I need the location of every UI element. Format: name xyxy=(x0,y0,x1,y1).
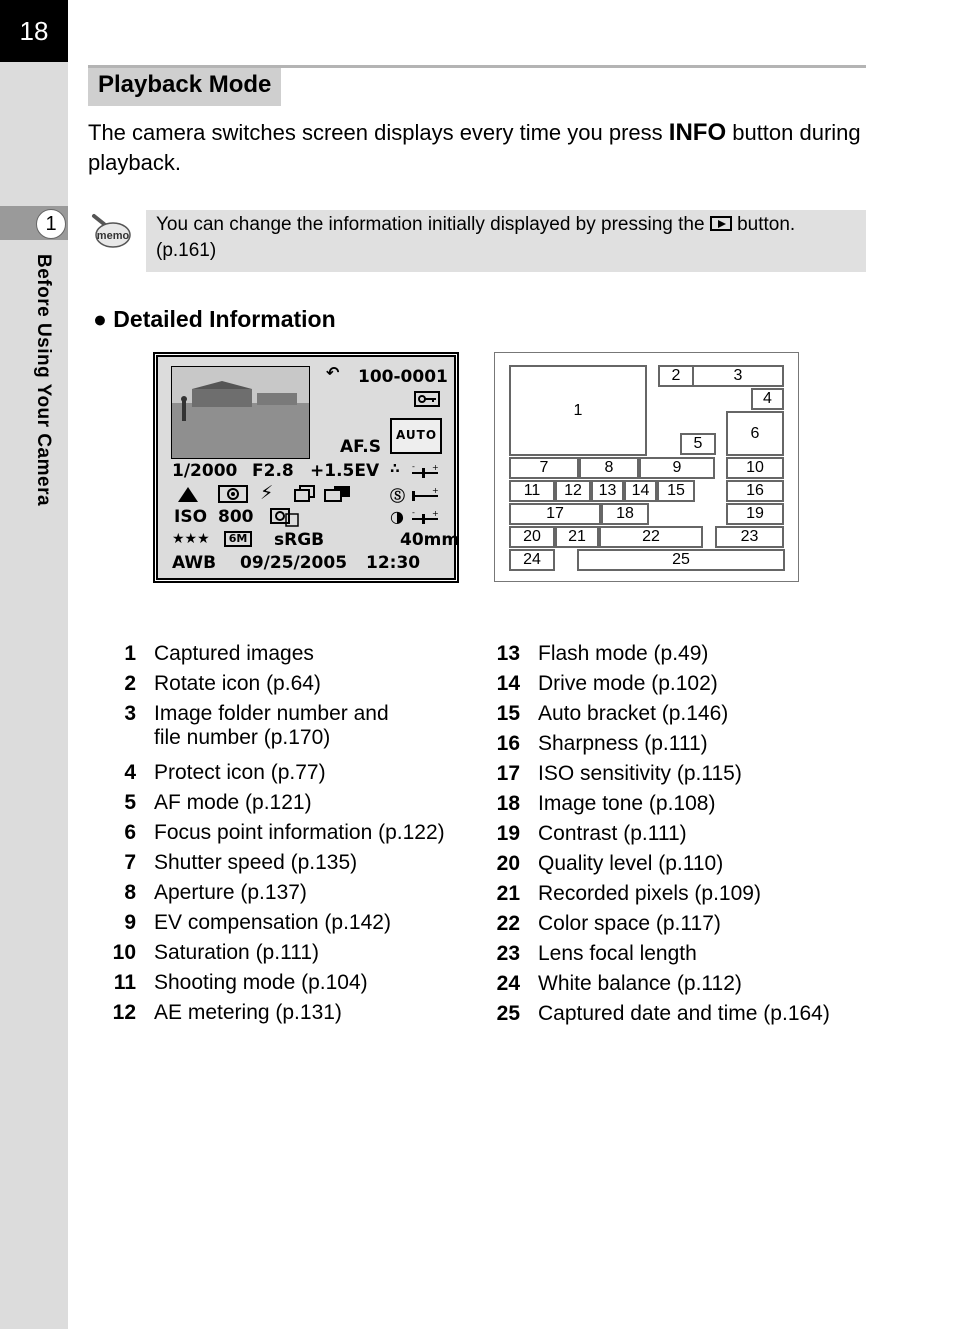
focus-point-icon xyxy=(390,418,442,454)
legend-item xyxy=(100,672,480,696)
legend-text: Aperture (p.137) xyxy=(154,881,307,904)
legend-text: Color space (p.117) xyxy=(538,912,721,935)
intro-text-before: The camera switches screen displays every time you press xyxy=(88,120,669,145)
saturation-scale-icon xyxy=(410,463,440,479)
focus-point-label: AUTO xyxy=(396,428,438,442)
captured-image xyxy=(171,366,310,459)
saturation-icon: ∴ xyxy=(390,461,400,477)
memo-text-before: You can change the information initially displayed by pressing the xyxy=(156,214,710,235)
legend-item xyxy=(484,1002,864,1026)
contrast-scale-icon xyxy=(410,509,440,525)
legend-item xyxy=(484,792,864,816)
white-balance: AWB xyxy=(172,553,217,573)
ev-compensation: +1.5EV xyxy=(310,461,380,481)
sharpness-scale-icon xyxy=(410,486,440,502)
sidebar xyxy=(0,0,68,1329)
legend-number: 19 xyxy=(496,822,520,845)
legend-text: Image folder number and file number (p.170) xyxy=(154,702,389,749)
iso-label: ISO xyxy=(174,507,208,527)
iso-value: 800 xyxy=(218,507,254,527)
diagram-cell-12: 12 xyxy=(555,480,591,502)
diagram-cell-14: 14 xyxy=(624,480,657,502)
legend-text: Drive mode (p.102) xyxy=(538,672,718,695)
legend-text: Saturation (p.111) xyxy=(154,941,319,964)
diagram-cell-1: 1 xyxy=(509,365,647,456)
legend-item xyxy=(484,852,864,876)
legend-right-column xyxy=(484,642,864,1032)
lcd-screen-inner xyxy=(156,355,460,580)
legend-text: AF mode (p.121) xyxy=(154,791,312,814)
legend-item xyxy=(484,912,864,936)
legend-number: 25 xyxy=(496,1002,520,1025)
legend-item xyxy=(484,672,864,696)
contrast-icon: ◑ xyxy=(390,507,404,526)
legend-number: 4 xyxy=(124,761,136,784)
shutter-speed: 1/2000 xyxy=(172,461,238,481)
legend-text: Focus point information (p.122) xyxy=(154,821,445,844)
legend-number: 7 xyxy=(124,851,136,874)
drive-mode-icon xyxy=(294,485,316,503)
legend-text: EV compensation (p.142) xyxy=(154,911,391,934)
diagram-cell-11: 11 xyxy=(509,480,555,502)
legend-item xyxy=(484,702,864,726)
file-number: 100-0001 xyxy=(358,367,448,387)
diagram-cell-21: 21 xyxy=(555,526,599,548)
image-tone-icon xyxy=(270,508,300,528)
diagram-cell-4: 4 xyxy=(751,388,784,410)
legend-text: Lens focal length xyxy=(538,942,697,965)
section-title: Playback Mode xyxy=(88,68,281,106)
legend-text: Protect icon (p.77) xyxy=(154,761,326,784)
legend-item xyxy=(100,821,480,845)
legend-text: Flash mode (p.49) xyxy=(538,642,709,665)
sharpness-icon: Ⓢ xyxy=(390,487,406,505)
legend-number: 14 xyxy=(496,672,520,695)
subsection-title-text: Detailed Information xyxy=(113,306,336,332)
intro-text-after: button during playback. xyxy=(88,120,861,175)
legend-number: 21 xyxy=(496,882,520,905)
diagram-cell-25: 25 xyxy=(577,549,785,571)
legend-number: 16 xyxy=(496,732,520,755)
color-space: sRGB xyxy=(274,530,325,550)
legend-text: Auto bracket (p.146) xyxy=(538,702,729,725)
diagram-cell-15: 15 xyxy=(657,480,695,502)
page-number: 18 xyxy=(0,0,68,62)
legend-text: Captured date and time (p.164) xyxy=(538,1002,830,1025)
legend-item xyxy=(100,941,480,965)
legend-number: 5 xyxy=(124,791,136,814)
bullet-icon: ● xyxy=(93,306,107,332)
legend-number: 15 xyxy=(496,702,520,725)
recorded-pixels: 6M xyxy=(224,531,252,547)
diagram-cell-19: 19 xyxy=(726,503,784,525)
legend-item xyxy=(100,851,480,875)
info-keyword: INFO xyxy=(668,119,727,146)
legend-number: 24 xyxy=(496,972,520,995)
legend-text: Sharpness (p.111) xyxy=(538,732,708,755)
diagram-cell-3: 3 xyxy=(692,365,784,387)
legend-number: 12 xyxy=(112,1001,136,1024)
legend-number: 23 xyxy=(496,942,520,965)
quality-level: ★★★ xyxy=(172,531,210,547)
shooting-mode-icon xyxy=(176,485,200,503)
rotate-icon: ↶ xyxy=(326,363,340,382)
legend-number: 18 xyxy=(496,792,520,815)
lcd-screen xyxy=(153,352,459,583)
legend-number: 22 xyxy=(496,912,520,935)
legend-text: White balance (p.112) xyxy=(538,972,742,995)
flash-mode-icon: ⚡ xyxy=(260,482,274,504)
memo-icon xyxy=(90,212,132,252)
legend-item xyxy=(100,791,480,815)
svg-text:+: + xyxy=(432,486,439,495)
memo-text-after: button. (p.161) xyxy=(156,214,796,261)
legend-number: 3 xyxy=(124,702,136,725)
legend-left-column xyxy=(100,642,480,1031)
legend-item xyxy=(484,762,864,786)
svg-text:-: - xyxy=(412,463,415,471)
legend-item xyxy=(100,702,420,750)
memo-note xyxy=(146,210,866,272)
diagram-cell-8: 8 xyxy=(579,457,639,479)
diagram-cell-18: 18 xyxy=(601,503,649,525)
diagram-cell-2: 2 xyxy=(658,365,694,387)
diagram-cell-24: 24 xyxy=(509,549,555,571)
legend-item xyxy=(484,642,864,666)
legend-number: 8 xyxy=(124,881,136,904)
legend-item xyxy=(100,642,480,666)
legend-text: AE metering (p.131) xyxy=(154,1001,342,1024)
legend-number: 20 xyxy=(496,852,520,875)
legend-item xyxy=(484,972,864,996)
legend-number: 11 xyxy=(113,971,136,994)
capture-date: 09/25/2005 xyxy=(240,553,348,573)
diagram-cell-5: 5 xyxy=(680,433,716,455)
legend-number: 9 xyxy=(124,911,136,934)
diagram-cell-23: 23 xyxy=(715,526,784,548)
diagram-cell-22: 22 xyxy=(599,526,703,548)
protect-icon xyxy=(414,391,440,407)
legend-text: Image tone (p.108) xyxy=(538,792,716,815)
ae-metering-icon xyxy=(218,485,248,503)
diagram-cell-16: 16 xyxy=(726,480,784,502)
diagram-cell-6: 6 xyxy=(726,411,784,456)
legend-item xyxy=(100,911,480,935)
diagram-cell-9: 9 xyxy=(639,457,715,479)
numbered-layout-diagram xyxy=(494,352,799,582)
legend-number: 1 xyxy=(124,642,136,665)
legend-item xyxy=(484,942,864,966)
svg-text:-: - xyxy=(412,509,415,517)
svg-text:+: + xyxy=(432,463,439,472)
captured-image-art xyxy=(172,367,309,458)
lens-focal-length: 40mm xyxy=(400,530,460,550)
chapter-title: Before Using Your Camera xyxy=(33,254,54,507)
legend-item xyxy=(484,882,864,906)
legend-item xyxy=(484,822,864,846)
diagram-cell-7: 7 xyxy=(509,457,579,479)
legend-text: Shutter speed (p.135) xyxy=(154,851,358,874)
legend-text: Contrast (p.111) xyxy=(538,822,687,845)
legend-text: Rotate icon (p.64) xyxy=(154,672,321,695)
legend-item xyxy=(100,881,480,905)
legend-number: 17 xyxy=(496,762,520,785)
legend-item xyxy=(100,971,480,995)
legend-text: Quality level (p.110) xyxy=(538,852,724,875)
legend-text: ISO sensitivity (p.115) xyxy=(538,762,742,785)
diagram-cell-17: 17 xyxy=(509,503,601,525)
legend-number: 10 xyxy=(112,941,136,964)
legend-item xyxy=(100,761,480,785)
playback-icon xyxy=(710,216,732,231)
legend-number: 6 xyxy=(124,821,136,844)
chapter-number: 1 xyxy=(36,209,66,239)
subsection-title xyxy=(93,306,336,333)
aperture: F2.8 xyxy=(252,461,294,481)
memo-icon-label: memo xyxy=(96,230,130,242)
diagram-cell-13: 13 xyxy=(591,480,624,502)
intro-paragraph xyxy=(88,118,878,178)
diagram-cell-10: 10 xyxy=(726,457,784,479)
svg-text:+: + xyxy=(432,509,439,518)
legend-number: 2 xyxy=(124,672,136,695)
legend-text: Recorded pixels (p.109) xyxy=(538,882,761,905)
auto-bracket-icon xyxy=(324,485,352,503)
capture-time: 12:30 xyxy=(366,553,421,573)
legend-number: 13 xyxy=(496,642,520,665)
diagram-cell-20: 20 xyxy=(509,526,555,548)
legend-item xyxy=(100,1001,480,1025)
legend-item xyxy=(484,732,864,756)
legend-text: Shooting mode (p.104) xyxy=(154,971,368,994)
af-mode: AF.S xyxy=(340,437,381,457)
legend-text: Captured images xyxy=(154,642,314,665)
